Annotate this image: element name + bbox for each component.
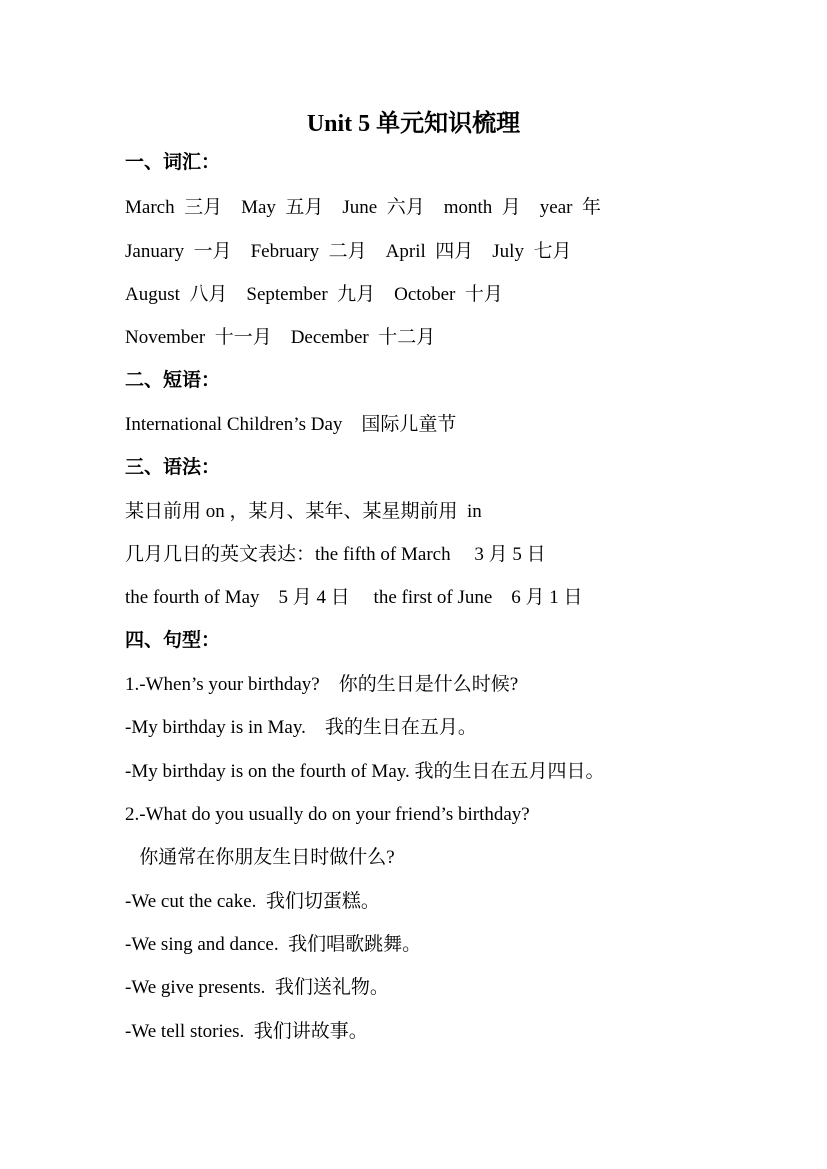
sentence-line: -My birthday is in May. 我的生日在五月。 xyxy=(125,717,477,738)
vocabulary-line: August 八月 September 九月 October 十月 xyxy=(125,284,503,305)
sentence-line: -We cut the cake. 我们切蛋糕。 xyxy=(125,891,380,912)
sentence-line: -We sing and dance. 我们唱歌跳舞。 xyxy=(125,934,422,955)
sentence-line: 你通常在你朋友生日时做什么? xyxy=(125,847,395,868)
section-heading-sentences: 四、句型： xyxy=(125,630,221,651)
sentence-line: -We give presents. 我们送礼物。 xyxy=(125,977,389,998)
grammar-line: 某日前用 on ，某月、某年、某星期前用 in xyxy=(125,501,482,522)
document-title: Unit 5 单元知识梳理 xyxy=(306,111,521,137)
section-heading-vocabulary: 一、词汇： xyxy=(125,152,221,173)
sentence-line: 2.-What do you usually do on your friend’s birthday? xyxy=(125,804,530,825)
sentence-line: -My birthday is on the fourth of May. 我的生日在五月四日。 xyxy=(125,761,605,782)
vocabulary-line: November 十一月 December 十二月 xyxy=(125,327,436,348)
section-heading-phrases: 二、短语： xyxy=(125,370,221,391)
grammar-line: 几月几日的英文表达：the fifth of March 3 月 5 日 xyxy=(125,544,546,565)
phrase-line: International Children’s Day 国际儿童节 xyxy=(125,414,457,435)
grammar-line: the fourth of May 5 月 4 日 the first of June 6 月 1 日 xyxy=(125,587,583,608)
vocabulary-line: January 一月 February 二月 April 四月 July 七月 xyxy=(125,241,572,262)
section-heading-grammar: 三、语法： xyxy=(125,457,221,478)
vocabulary-line: March 三月 May 五月 June 六月 month 月 year 年 xyxy=(125,197,601,218)
sentence-line: 1.-When’s your birthday? 你的生日是什么时候? xyxy=(125,674,519,695)
sentence-line: -We tell stories. 我们讲故事。 xyxy=(125,1021,368,1042)
